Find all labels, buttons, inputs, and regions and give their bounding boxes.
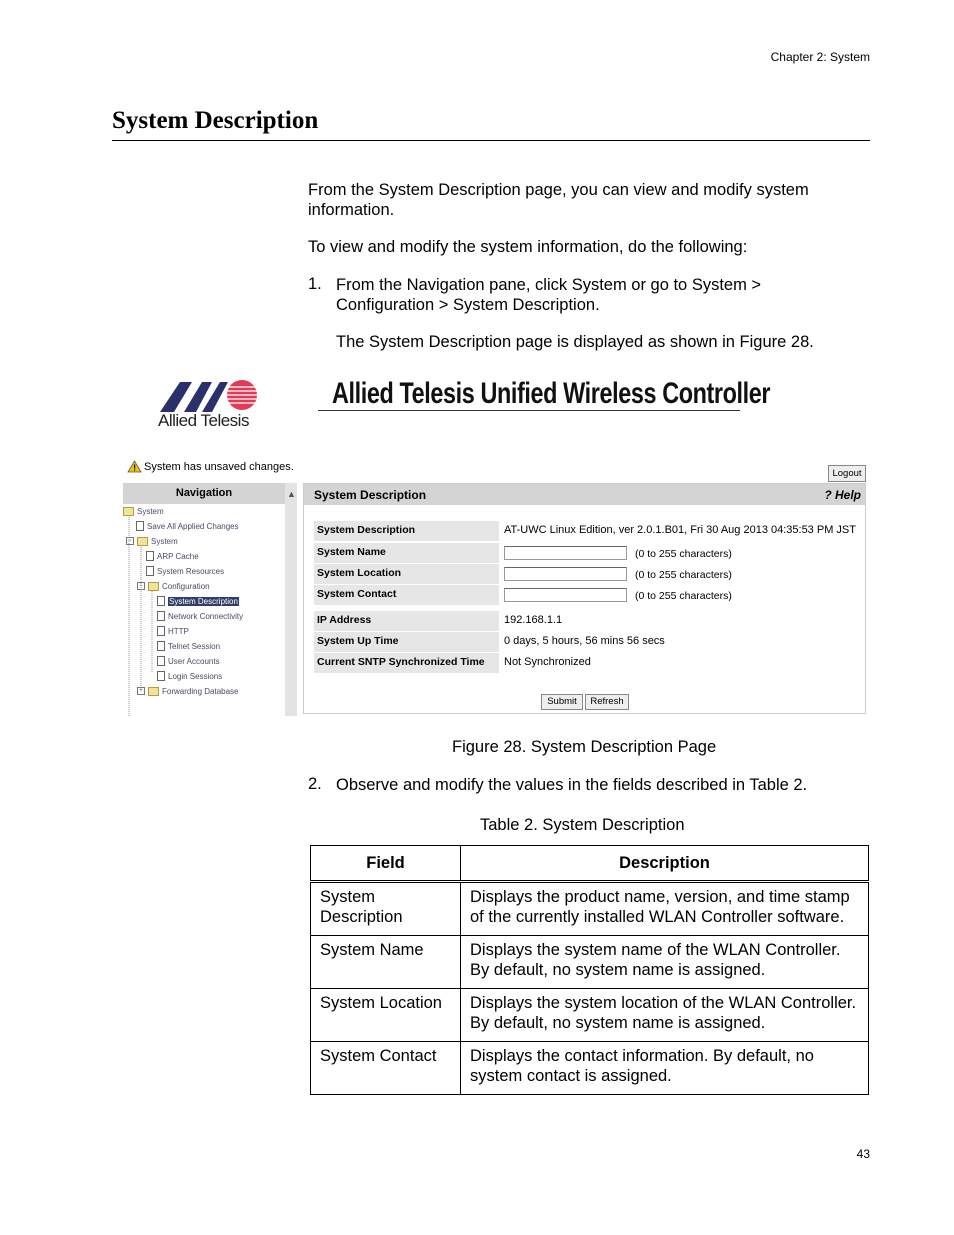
row-sntp-time (314, 653, 859, 673)
tree-item-configuration[interactable]: − Configuration (137, 580, 210, 592)
tree-item-save-all[interactable]: Save All Applied Changes (136, 520, 239, 532)
product-banner: Allied Telesis Unified Wireless Controller (332, 377, 771, 410)
table-row (311, 882, 869, 936)
system-location-input[interactable] (504, 567, 627, 581)
section-title: System Description (112, 107, 319, 134)
document-icon (157, 641, 165, 651)
table-cell-description: Displays the product name, version, and time stamp of the currently installed WLAN Controller software. (461, 882, 869, 936)
field-label: System Description (314, 521, 499, 541)
step-1-text: From the Navigation pane, click System or go to System > Configuration > System Description. (336, 276, 762, 314)
expand-icon[interactable]: + (137, 687, 145, 695)
document-icon (146, 551, 154, 561)
tree-item-arp-cache[interactable]: ARP Cache (146, 550, 199, 562)
row-system-description (314, 521, 859, 541)
document-icon (157, 671, 165, 681)
unsaved-warning (127, 460, 294, 473)
table-cell-field: System Contact (311, 1042, 461, 1095)
step-1-note: The System Description page is displayed as shown in Figure 28. (336, 333, 814, 351)
intro-paragraph-1: From the System Description page, you can view and modify system information. (308, 181, 809, 219)
row-ip-address (314, 611, 859, 631)
allied-telesis-logo-icon (158, 378, 260, 414)
document-icon (146, 566, 154, 576)
table-row (311, 989, 869, 1042)
field-hint: (0 to 255 characters) (635, 548, 732, 560)
field-label: System Location (314, 564, 499, 584)
intro-paragraph-2: To view and modify the system information, do the following: (308, 238, 748, 256)
unsaved-warning-text: System has unsaved changes. (144, 460, 294, 473)
tree-item-system-description[interactable]: System Description (157, 595, 239, 607)
panel-header (304, 484, 865, 505)
folder-icon (148, 687, 159, 696)
collapse-icon[interactable]: − (126, 537, 134, 545)
refresh-button[interactable]: Refresh (585, 694, 629, 710)
document-icon (157, 596, 165, 606)
table-caption: Table 2. System Description (480, 816, 685, 834)
table-cell-description: Displays the system name of the WLAN Controller. By default, no system name is assigned. (461, 936, 869, 989)
row-system-up-time (314, 632, 859, 652)
scroll-up-arrow-icon[interactable]: ▲ (287, 489, 296, 499)
table-header-field: Field (311, 846, 461, 882)
banner-underline (318, 410, 740, 411)
table-cell-field: System Name (311, 936, 461, 989)
row-system-name (314, 543, 859, 563)
tree-item-forwarding-database[interactable]: + Forwarding Database (137, 685, 238, 697)
system-name-input[interactable] (504, 546, 627, 560)
row-system-location (314, 564, 859, 584)
field-label: IP Address (314, 611, 499, 631)
table-cell-description: Displays the system location of the WLAN Controller. By default, no system name is assigned. (461, 989, 869, 1042)
system-description-panel (303, 483, 866, 714)
tree-item-system[interactable]: − System (126, 535, 178, 547)
folder-icon (148, 582, 159, 591)
field-label: System Name (314, 543, 499, 563)
help-link[interactable]: ? Help (824, 488, 861, 502)
tree-item-login-sessions[interactable]: Login Sessions (157, 670, 222, 682)
collapse-icon[interactable]: − (137, 582, 145, 590)
step-2-text: Observe and modify the values in the fields described in Table 2. (336, 776, 808, 794)
navigation-title: Navigation (123, 483, 285, 504)
tree-item-telnet-session[interactable]: Telnet Session (157, 640, 220, 652)
table-cell-description: Displays the contact information. By default, no system contact is assigned. (461, 1042, 869, 1095)
field-hint: (0 to 255 characters) (635, 590, 732, 602)
tree-item-network-connectivity[interactable]: Network Connectivity (157, 610, 243, 622)
document-icon (136, 521, 144, 531)
field-value: Not Synchronized (504, 656, 591, 668)
navigation-pane (123, 483, 297, 716)
nav-scrollbar[interactable] (285, 483, 297, 716)
document-icon (157, 611, 165, 621)
tree-item-http[interactable]: HTTP (157, 625, 189, 637)
field-value: 0 days, 5 hours, 56 mins 56 secs (504, 635, 665, 647)
logo-wordmark: Allied Telesis (158, 411, 249, 430)
warning-icon (127, 460, 142, 473)
figure-caption: Figure 28. System Description Page (452, 738, 717, 756)
step-2-number: 2. (308, 775, 322, 793)
running-header: Chapter 2: System (770, 50, 870, 64)
field-value: 192.168.1.1 (504, 614, 563, 626)
table-row (311, 1042, 869, 1095)
step-1-number: 1. (308, 275, 322, 293)
field-label: System Up Time (314, 632, 499, 652)
page-number: 43 (856, 1147, 870, 1161)
field-label: Current SNTP Synchronized Time (314, 653, 499, 673)
table-header-description: Description (461, 846, 869, 882)
table-row (311, 936, 869, 989)
system-description-table (310, 845, 869, 1095)
folder-icon (123, 507, 134, 516)
table-cell-field: System Description (311, 882, 461, 936)
row-system-contact (314, 585, 859, 605)
tree-item-user-accounts[interactable]: User Accounts (157, 655, 220, 667)
folder-icon (137, 537, 148, 546)
document-icon (157, 626, 165, 636)
system-contact-input[interactable] (504, 588, 627, 602)
field-label: System Contact (314, 585, 499, 605)
tree-item-system-root[interactable]: System (123, 505, 164, 517)
field-value: AT-UWC Linux Edition, ver 2.0.1.B01, Fri 30 Aug 2013 04:35:53 PM JST (504, 524, 856, 536)
title-rule (112, 140, 870, 141)
field-hint: (0 to 255 characters) (635, 569, 732, 581)
logout-button[interactable]: Logout (828, 465, 866, 482)
panel-title: System Description (314, 488, 427, 502)
submit-button[interactable]: Submit (541, 694, 583, 710)
document-icon (157, 656, 165, 666)
table-cell-field: System Location (311, 989, 461, 1042)
tree-item-system-resources[interactable]: System Resources (146, 565, 224, 577)
